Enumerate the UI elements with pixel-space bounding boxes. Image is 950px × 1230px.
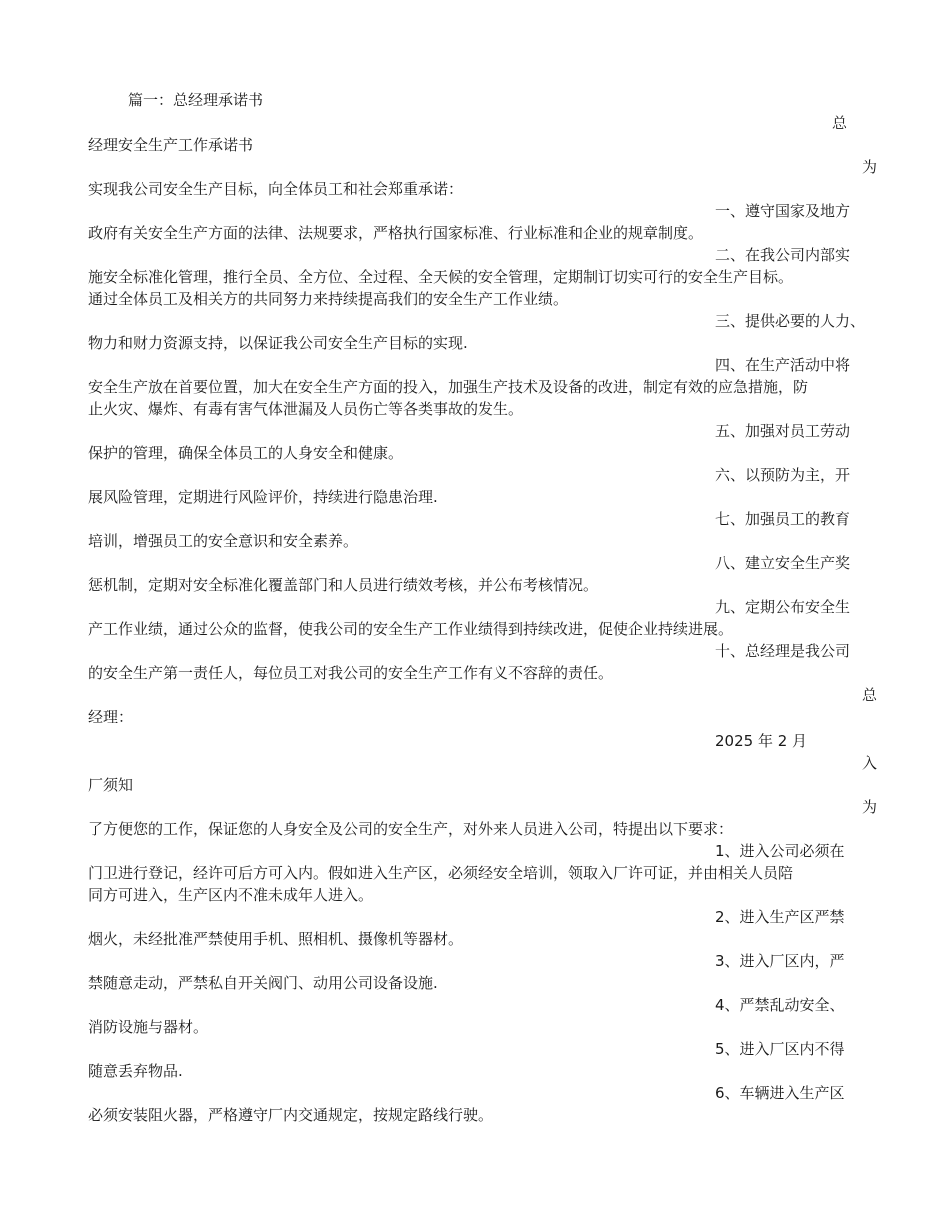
text-fragment: 为 <box>862 158 878 176</box>
rule-start: 6、车辆进入生产区 <box>715 1084 845 1102</box>
text-line: 同方可进入，生产区内不准未成年人进入。 <box>88 886 374 904</box>
text-line: 止火灾、爆炸、有毒有害气体泄漏及人员伤亡等各类事故的发生。 <box>88 400 524 418</box>
rule-start: 3、进入厂区内，严 <box>715 952 845 970</box>
rule-start: 2、进入生产区严禁 <box>715 908 845 926</box>
rule-start: 5、进入厂区内不得 <box>715 1040 845 1058</box>
text-line: 保护的管理，确保全体员工的人身安全和健康。 <box>88 444 404 462</box>
text-line: 禁随意走动，严禁私自开关阀门、动用公司设备设施. <box>88 974 438 992</box>
clause-start: 八、建立安全生产奖 <box>715 554 851 572</box>
clause-start: 九、定期公布安全生 <box>715 598 851 616</box>
section-title-line: 厂须知 <box>88 776 134 794</box>
rule-start: 1、进入公司必须在 <box>715 842 845 860</box>
text-line: 政府有关安全生产方面的法律、法规要求，严格执行国家标准、行业标准和企业的规章制度。 <box>88 224 704 242</box>
text-line: 了方便您的工作，保证您的人身安全及公司的安全生产，对外来人员进入公司，特提出以下要求： <box>88 820 734 838</box>
text-line: 物力和财力资源支持，以保证我公司安全生产目标的实现. <box>88 334 468 352</box>
clause-start: 三、提供必要的人力、 <box>715 312 866 330</box>
clause-start: 六、以预防为主，开 <box>715 466 851 484</box>
rule-start: 4、严禁乱动安全、 <box>715 996 845 1014</box>
date-line: 2025 年 2 月 <box>715 732 808 750</box>
text-line: 随意丢弃物品. <box>88 1062 183 1080</box>
text-line: 的安全生产第一责任人，每位员工对我公司的安全生产工作有义不容辞的责任。 <box>88 664 614 682</box>
text-line: 展风险管理，定期进行风险评价，持续进行隐患治理. <box>88 488 438 506</box>
clause-start: 四、在生产活动中将 <box>715 356 851 374</box>
clause-start: 二、在我公司内部实 <box>715 246 851 264</box>
text-line: 惩机制，定期对安全标准化覆盖部门和人员进行绩效考核，并公布考核情况。 <box>88 576 599 594</box>
text-line: 必须安装阻火器，严格遵守厂内交通规定，按规定路线行驶。 <box>88 1106 494 1124</box>
text-fragment: 为 <box>862 798 878 816</box>
text-fragment: 入 <box>862 754 878 772</box>
text-line: 安全生产放在首要位置，加大在安全生产方面的投入，加强生产技术及设备的改进，制定有效的应急措施，防 <box>88 378 809 396</box>
text-line: 产工作业绩，通过公众的监督，使我公司的安全生产工作业绩得到持续改进，促使企业持续进展。 <box>88 620 734 638</box>
text-line: 培训，增强员工的安全意识和安全素养。 <box>88 532 359 550</box>
text-line: 烟火，未经批准严禁使用手机、照相机、摄像机等器材。 <box>88 930 464 948</box>
text-fragment: 总 <box>862 686 878 704</box>
document-heading: 篇一：总经理承诺书 <box>128 91 264 109</box>
text-line: 门卫进行登记，经许可后方可入内。假如进入生产区，必须经安全培训，领取入厂许可证，并由相关人员陪 <box>88 864 794 882</box>
text-line: 通过全体员工及相关方的共同努力来持续提高我们的安全生产工作业绩。 <box>88 290 569 308</box>
signature-label: 经理： <box>88 708 134 726</box>
text-fragment: 总 <box>832 114 848 132</box>
doc-title-line: 经理安全生产工作承诺书 <box>88 136 254 154</box>
clause-start: 七、加强员工的教育 <box>715 510 851 528</box>
text-line: 消防设施与器材。 <box>88 1018 209 1036</box>
text-line: 实现我公司安全生产目标，向全体员工和社会郑重承诺： <box>88 180 464 198</box>
text-line: 施安全标准化管理，推行全员、全方位、全过程、全天候的安全管理，定期制订切实可行的安全生产目标。 <box>88 268 794 286</box>
clause-start: 一、遵守国家及地方 <box>715 202 851 220</box>
clause-start: 十、总经理是我公司 <box>715 642 851 660</box>
clause-start: 五、加强对员工劳动 <box>715 422 851 440</box>
